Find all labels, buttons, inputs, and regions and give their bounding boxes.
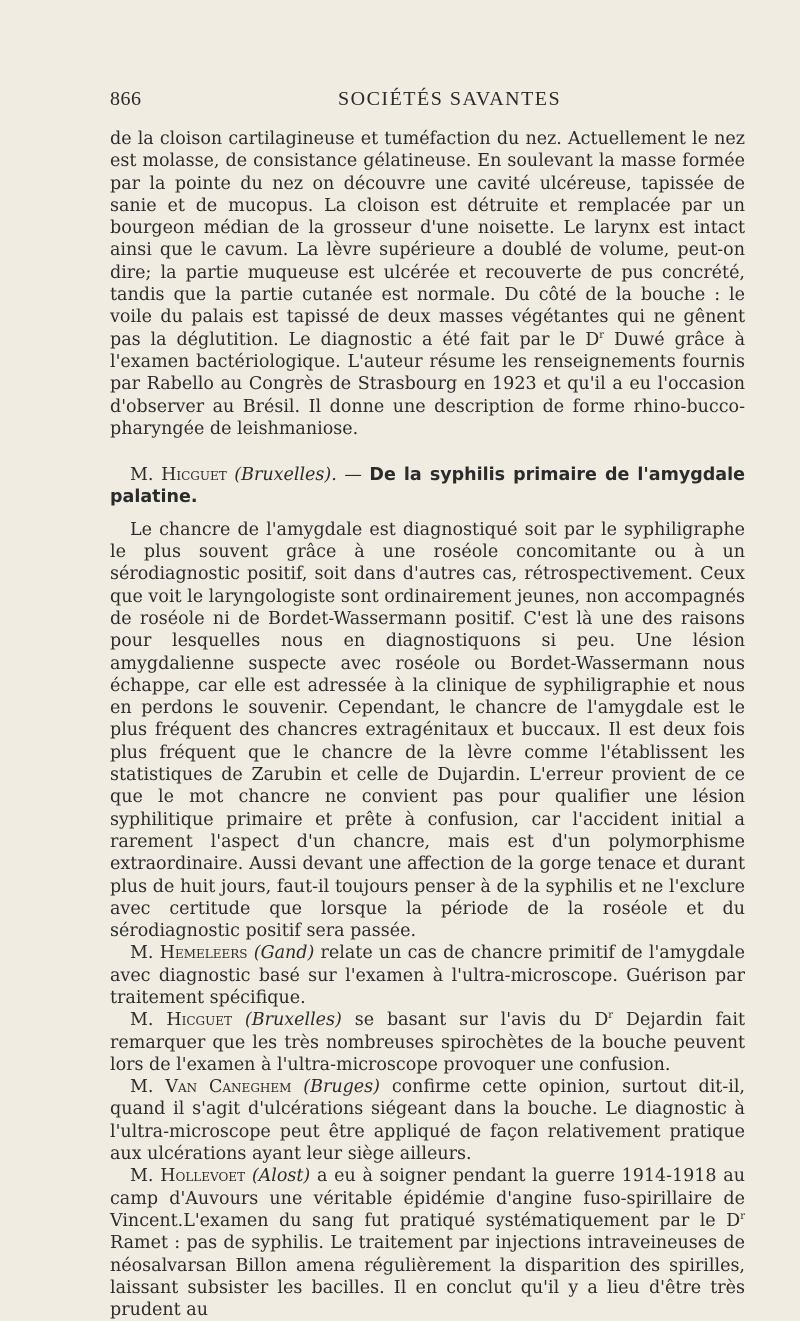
paragraph-hemeleers: M. Hemeleers (Gand) relate un cas de chancre primitif de l'amygdale avec diagnostic basé sur l'examen à l'ultra-microscope. Guérison par traitement spécifique. <box>110 943 745 1008</box>
page-body <box>110 128 745 1321</box>
paragraph-hicguet: M. Hicguet (Bruxelles) se basant sur l'avis du $D^r$ Dejardin fait remarquer que les très nombreuses spirochètes de la bouche peuvent lors de l'examen à l'ultra-microscope provoquer une confusion. <box>110 1010 745 1075</box>
paragraph-hollevoet: M. Hollevoet (Alost) a eu à soigner pendant la guerre 1914-1918 au camp d'Auvours une véritable épidémie d'angine fuso-spirillaire de Vincent.L'examen du sang fut pratiqué systématiquement par le $D^r$ Ramet : pas de syphilis. Le traitement par injections intraveineuses de néosalvarsan Billon amena régulièrement la disparition des spirilles, laissant subsister les bacilles. Il en conclut qu'il y a lieu d'être très prudent au <box>110 1166 745 1321</box>
section-heading: M. Hicguet (Bruxelles). — De la syphilis primaire de l'amygdale palatine. <box>110 465 745 508</box>
section-title: De la syphilis primaire de l'amygdale palatine. <box>110 465 745 508</box>
paragraph-van-caneghem: M. Van Caneghem (Bruges) confirme cette opinion, surtout dit-il, quand il s'agit d'ulcérations siégeant dans la bouche. Le diagnostic à l'ultra-microscope peut être appliqué de façon relativement pratique aux ulcérations ayant leur siège ailleurs. <box>110 1077 745 1165</box>
paragraph-amygdale: Le chancre de l'amygdale est diagnostiqué soit par le syphiligraphe le plus souvent grâce à une roséole concomitante ou à un sérodiagnostic positif, soit dans d'autres cas, rétrospectivement. Ceux que voit le laryngologiste sont ordinairement jeunes, non accompagnés de roséole ni de Bordet-Wassermann positif. C'est là une des raisons pour lesquelles nous en diagnostiquons si peu. Une lésion amygdalienne suspecte avec roséole ou Bordet-Wassermann nous échappe, car elle est adressée à la clinique de syphiligraphie et nous en perdons le souvenir. Cependant, le chancre de l'amygdale est le plus fréquent des chancres extragénitaux et buccaux. Il est deux fois plus fréquent que le chancre de la lèvre comme l'établissent les statistiques de Zarubin et celle de Dujardin. L'erreur provient de ce que le mot chancre ne convient pas pour qualifier une lésion syphilitique primaire et prête à confusion, car l'accident initial a rarement l'aspect d'un chancre, mais est d'un polymorphisme extraordinaire. Aussi devant une affection de la gorge tenace et durant plus de huit jours, faut-il toujours penser à de la syphilis et ne l'exclure avec certitude que lorsque la période de la roséole et du sérodiagnostic positif sera passée. <box>110 519 745 942</box>
page-number: 866 <box>110 88 142 110</box>
running-title: SOCIÉTÉS SAVANTES <box>338 88 562 110</box>
paragraph-continued: de la cloison cartilagineuse et tuméfaction du nez. Actuellement le nez est molasse, de consistance gélatineuse. En soulevant la masse formée par la pointe du nez on découvre une cavité ulcéreuse, tapissée de sanie et de mucopus. La cloison est détruite et remplacée par un bourgeon médian de la grosseur d'une noisette. Le larynx est intact ainsi que le cavum. La lèvre supérieure a doublé de volume, peut-on dire; la partie muqueuse est ulcérée et recouverte de pus concrété, tandis que la partie cutanée est normale. Du côté de la bouche : le voile du palais est tapissé de deux masses végétantes qui ne gênent pas la déglutition. Le diagnostic a été fait par le $D^r$ Duwé grâce à l'examen bactériologique. L'auteur résume les renseignements fournis par Rabello au Congrès de Strasbourg en 1923 et qu'il a eu l'occasion d'observer au Brésil. Il donne une description de forme rhino-bucco-pharyngée de leishmaniose. <box>110 129 746 439</box>
